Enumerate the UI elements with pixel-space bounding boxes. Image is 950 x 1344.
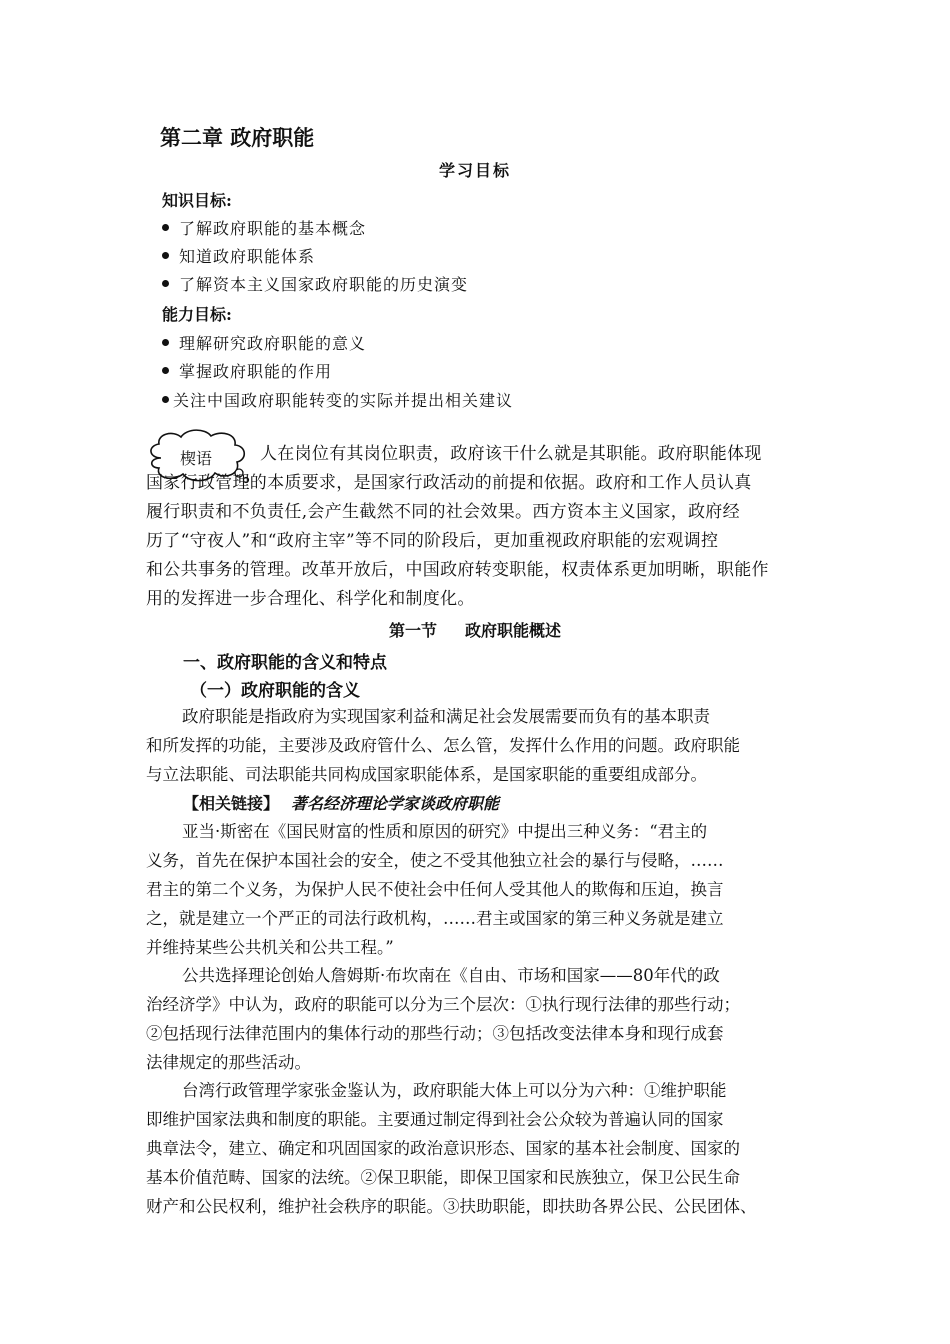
chapter-title: 第二章 政府职能 <box>160 126 315 150</box>
section-heading <box>0 618 950 641</box>
ability-item: 掌握政府职能的作用 <box>162 359 332 382</box>
objectives-heading: 学习目标 <box>438 161 511 180</box>
ability-item: 关注中国政府职能转变的实际并提出相关建议 <box>162 388 513 411</box>
smith-quote-paragraph: 亚当·斯密在《国民财富的性质和原因的研究》中提出三种义务：“君主的 义务，首先在保护本国社会的安全，使之不受其他独立社会的暴行与侵略，…… 君主的第二个义务，为保护人民不使社会中任何人受其他人的欺侮和压迫，换言 之，就是建立一个严正的司法行政机构，……君主或国家的第三种义务就是建立 并维持某些公共机关和公共工程。” <box>146 822 724 957</box>
bullet-icon <box>162 252 169 259</box>
ability-item: 理解研究政府职能的意义 <box>162 331 366 354</box>
definition-paragraph: 政府职能是指政府为实现国家利益和满足社会发展需要而负有的基本职责 和所发挥的功能，主要涉及政府管什么、怎么管，发挥什么作用的问题。政府职能 与立法职能、司法职能共同构成国家职能体系，是国家职能的重要组成部分。 <box>146 707 740 784</box>
knowledge-item: 了解政府职能的基本概念 <box>162 216 366 239</box>
cloud-badge-label: 楔语 <box>179 449 213 468</box>
section-number: 第一节 <box>388 621 437 640</box>
knowledge-objectives-label: 知识目标: <box>162 191 232 210</box>
bullet-icon <box>162 280 169 287</box>
buchanan-paragraph: 公共选择理论创始人詹姆斯·布坎南在《自由、市场和国家——80年代的政 治经济学》中认为，政府的职能可以分为三个层次：①执行现行法律的那些行动； ②包括现行法律范围内的集体行动的那些行动；③包括改变法律本身和现行成套 法律规定的那些活动。 <box>146 966 740 1072</box>
related-link-label: 【相关链接】 <box>183 794 280 813</box>
knowledge-item: 知道政府职能体系 <box>162 244 315 267</box>
bullet-icon <box>162 367 169 374</box>
related-link-title: 著名经济理论学家谈政府职能 <box>291 794 500 813</box>
preface-paragraph: 人在岗位有其岗位职责，政府该干什么就是其职能。政府职能体现 国家行政管理的本质要求，是国家行政活动的前提和依据。政府和工作人员认真 履行职责和不负责任,会产生截然不同的社会效果。西方资本主义国家，政府经 历了“守夜人”和“政府主宰”等不同的阶段后，更加重视政府职能的宏观调控 和公共事务的管理。改革开放后，中国政府转变职能，权责体系更加明晰，职能作 用的发挥进一步合理化、科学化和制度化。 <box>146 444 769 609</box>
ability-objectives-label: 能力目标: <box>162 305 232 324</box>
subheading-level2: （一）政府职能的含义 <box>190 681 360 701</box>
bullet-icon <box>162 339 169 346</box>
zhang-paragraph: 台湾行政管理学家张金鉴认为，政府职能大体上可以分为六种：①维护职能 即维护国家法典和制度的职能。主要通过制定得到社会公众较为普遍认同的国家 典章法令，建立、确定和巩固国家的政治意识形态、国家的基本社会制度、国家的 基本价值范畴、国家的法统。②保卫职能，即保卫国家和民族独立，保卫公民生命 财产和公民权利，维护社会秩序的职能。③扶助职能，即扶助各界公民、公民团体、 <box>146 1081 757 1216</box>
related-link-heading <box>183 791 499 814</box>
bullet-icon <box>162 224 169 231</box>
knowledge-item: 了解资本主义国家政府职能的历史演变 <box>162 272 468 295</box>
subheading-level1: 一、政府职能的含义和特点 <box>183 653 387 673</box>
section-title: 政府职能概述 <box>465 621 562 640</box>
bullet-icon <box>162 396 169 403</box>
